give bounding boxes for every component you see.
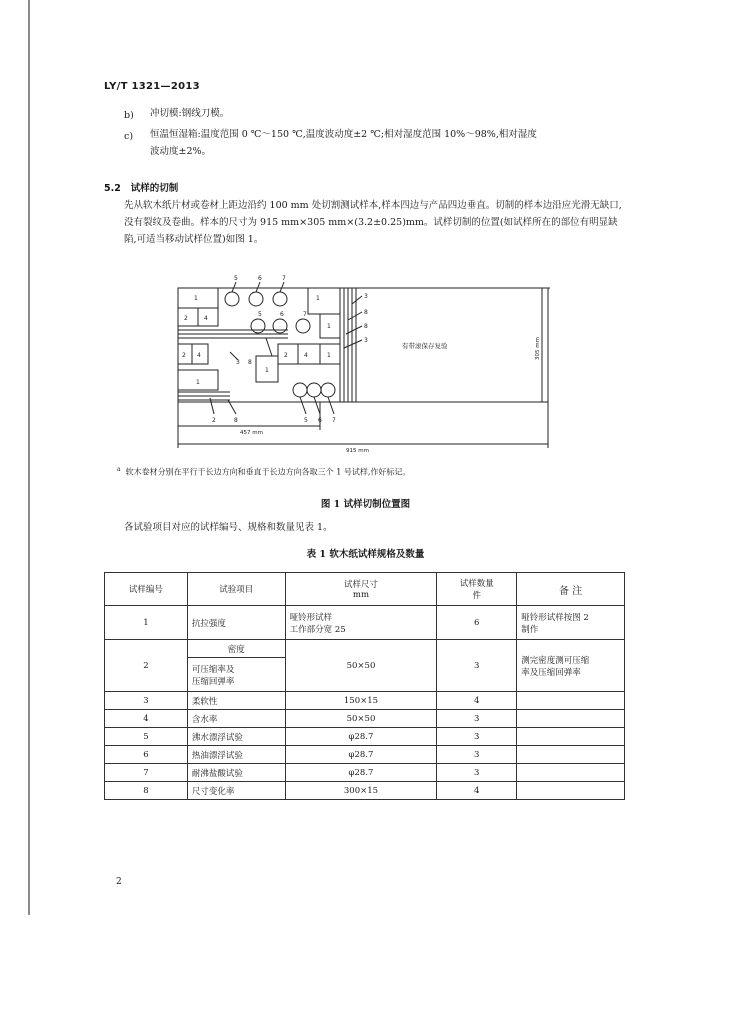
fig-label: 6 [318, 417, 322, 424]
fig-label: 5 [258, 311, 262, 318]
fig-label: 5 [304, 417, 308, 424]
fig-label: 2 [184, 315, 188, 322]
figure-caption: 图 1 试样切制位置图 [320, 499, 411, 510]
header-cell: 试样数量 件 [437, 573, 517, 606]
table-header-row [105, 573, 625, 606]
paragraph-table-intro: 各试验项目对应的试样编号、规格和数量见表 1。 [124, 522, 333, 533]
fig-label: 4 [204, 315, 208, 322]
dimension-457: 457 mm [240, 430, 263, 436]
table-row: 8 尺寸变化率 300×15 4 [105, 782, 625, 800]
fig-label: 8 [364, 323, 368, 330]
item-c-label: c) [124, 131, 134, 142]
figure-1-diagram [170, 268, 550, 454]
table-row: 2 密度 50×50 3 测完密度测可压缩 率及压缩回弹率 [105, 640, 625, 658]
fig-label: 2 [182, 352, 186, 359]
table-row: 4 含水率 50×50 3 [105, 710, 625, 728]
paragraph-cutting: 先从软木纸片材或卷材上距边沿约 100 mm 处切割测试样本,样本四边与产品四边垂直。切制的样本边沿应光滑无缺口,没有裂纹及卷曲。样本的尺寸为 915 mm×305 mm×(3.2±0.25)mm。试样切制的位置(如试样所在的部位有明显缺陷,可适当移动试样位置)如图 1。 [124, 200, 622, 245]
header-cell: 试样尺寸 mm [285, 573, 437, 606]
table-row: 可压缩率及 压缩回弹率 [105, 658, 625, 692]
dimension-305: 305 mm [535, 337, 541, 360]
fig-label: 3 [236, 359, 240, 366]
fig-label: 4 [304, 352, 308, 359]
fig-label: 1 [265, 367, 269, 374]
fig-label: 1 [327, 323, 331, 330]
fig-label: 7 [303, 311, 307, 318]
fig-label: 3 [364, 337, 368, 344]
fig-label: 8 [248, 359, 252, 366]
fig-label: 1 [196, 379, 200, 386]
page-number: 2 [116, 877, 122, 887]
fig-label: 8 [364, 309, 368, 316]
fig-label: 1 [316, 295, 320, 302]
table-row: 6 热油漂浮试验 φ28.7 3 [105, 746, 625, 764]
table-row: 1 抗拉强度 哑铃形试样 工作部分宽 25 6 哑铃形试样按图 2 制作 [105, 606, 625, 640]
fig-label: 6 [280, 311, 284, 318]
fig-label: 2 [284, 352, 288, 359]
item-b-label: b) [124, 110, 134, 121]
item-c-text-line1: 恒温恒湿箱:温度范围 0 ℃～150 ℃,温度波动度±2 ℃;相对湿度范围 10%～98%,相对湿度 [150, 129, 537, 140]
fig-label: 2 [212, 417, 216, 424]
fig-label: 7 [282, 275, 286, 282]
table-row: 5 沸水漂浮试验 φ28.7 3 [105, 728, 625, 746]
fig-label: 4 [197, 352, 201, 359]
standard-number-header: LY/T 1321—2013 [104, 81, 200, 92]
fig-label: 6 [258, 275, 262, 282]
section-title: 试样的切制 [130, 183, 179, 194]
item-b-text: 冲切模:钢线刀模。 [150, 108, 230, 119]
header-cell: 试样编号 [105, 573, 188, 606]
header-cell: 试验项目 [187, 573, 285, 606]
item-c-text-line2: 波动度±2%。 [150, 146, 212, 157]
fig-label: 3 [364, 293, 368, 300]
sheet-outline [178, 288, 548, 402]
fig-label: 1 [327, 352, 331, 359]
fig-label: 8 [234, 417, 238, 424]
header-cell: 备 注 [517, 573, 625, 606]
section-number: 5.2 [104, 183, 121, 194]
fig-label: 5 [234, 275, 238, 282]
table-row: 7 耐沸盐酸试验 φ28.7 3 [105, 764, 625, 782]
figure-footnote: $^a$ 软木卷材分别在平行于长边方向和垂直于长边方向各取三个 1 号试样,作好标记。 [117, 466, 411, 477]
dimension-915: 915 mm [346, 448, 369, 454]
fig-label: 1 [194, 295, 198, 302]
retained-region-label: 有带滚保存复验 [402, 342, 448, 350]
specimen-table [104, 572, 625, 800]
fig-label: 7 [332, 417, 336, 424]
section-heading [104, 180, 178, 194]
page-edge-line [28, 0, 30, 915]
table-caption: 表 1 软木纸试样规格及数量 [306, 549, 425, 560]
table-row: 3 柔软性 150×15 4 [105, 692, 625, 710]
